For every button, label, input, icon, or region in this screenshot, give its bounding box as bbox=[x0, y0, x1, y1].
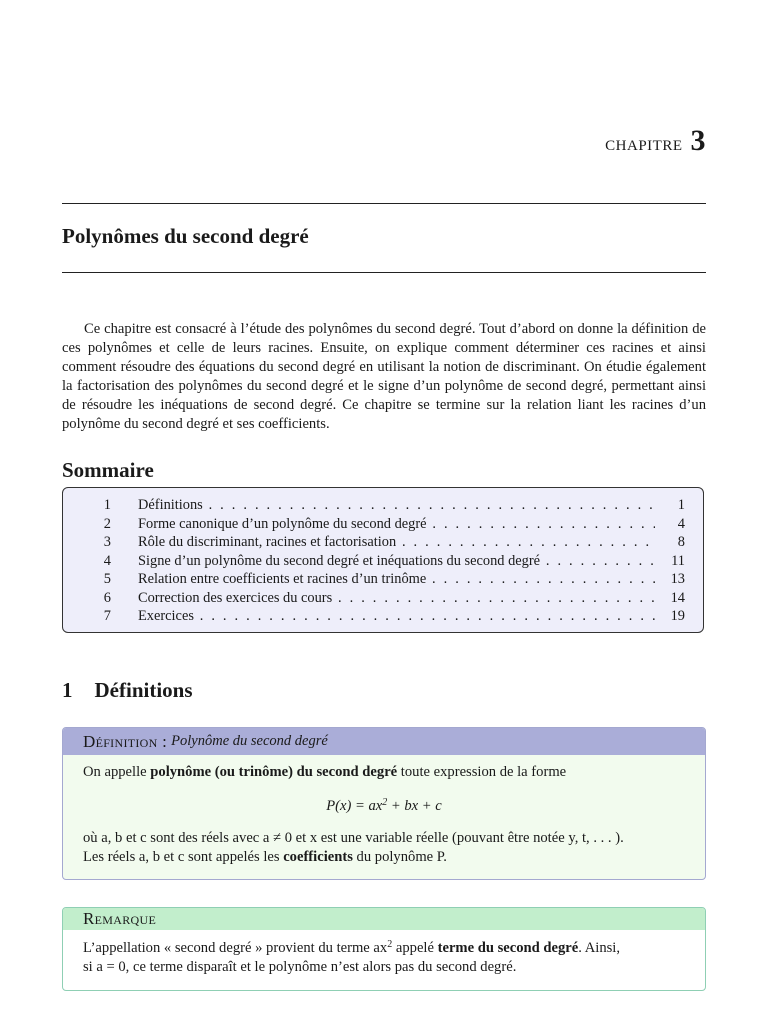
formula-lhs: P(x) = ax bbox=[326, 797, 383, 814]
toc-number: 2 bbox=[103, 515, 111, 532]
text: On appelle bbox=[83, 764, 151, 780]
toc-number: 3 bbox=[103, 534, 111, 550]
chapter-number: 3 bbox=[690, 124, 706, 157]
toc-entry[interactable] bbox=[63, 589, 703, 607]
toc-entry[interactable] bbox=[63, 515, 703, 533]
exponent: 2 bbox=[387, 939, 393, 950]
definition-box bbox=[62, 727, 706, 880]
definition-body bbox=[63, 755, 705, 866]
text: toute expression de la forme bbox=[397, 764, 567, 780]
remark-header: Remarque bbox=[63, 908, 705, 930]
toc-page: 8 bbox=[655, 533, 685, 551]
section-title: Définitions bbox=[94, 678, 193, 702]
bottom-rule bbox=[62, 272, 706, 273]
definition-line-3 bbox=[83, 848, 685, 867]
toc-number: 7 bbox=[103, 608, 111, 624]
toc-title: Correction des exercices du cours . . . bbox=[138, 589, 668, 607]
remark-line-1 bbox=[83, 939, 685, 958]
text: Les réels a, b et c sont appelés les bbox=[83, 848, 284, 865]
toc-entry[interactable] bbox=[63, 533, 703, 551]
toc-page: 13 bbox=[655, 570, 685, 588]
text: L’appellation « second degré » provient du terme ax bbox=[83, 940, 388, 956]
bold-term: polynôme (ou trinôme) du second degré bbox=[150, 764, 398, 780]
text: . Ainsi, bbox=[578, 940, 621, 956]
toc-entry[interactable] bbox=[63, 570, 703, 588]
toc-title: Forme canonique d’un polynôme du second degré . . . bbox=[138, 515, 668, 533]
section-number: 1 bbox=[62, 678, 73, 702]
bold-term: coefficients bbox=[283, 848, 353, 865]
toc-title: Rôle du discriminant, racines et factorisation . . . bbox=[138, 533, 668, 551]
definition-formula bbox=[83, 797, 685, 816]
table-of-contents bbox=[62, 487, 704, 633]
chapter-title: Polynômes du second degré bbox=[62, 224, 309, 248]
definition-subtitle: Polynôme du second degré bbox=[171, 733, 328, 749]
top-rule bbox=[62, 203, 706, 204]
toc-page: 14 bbox=[655, 589, 685, 607]
toc-page: 19 bbox=[655, 607, 685, 625]
intro-paragraph: Ce chapitre est consacré à l’étude des polynômes du second degré. Tout d’abord on donne la définition de ces polynômes et celle de leurs racines. Ensuite, on explique comment déterminer ces racines et ainsi comment résoudre des équations du second degré en utilisant la notion de discriminant. On étudie également la factorisation des polynômes du second degré et le signe d’un polynôme de second degré, permettant ainsi de résoudre les inéquations de second degré. Ce chapitre se termine sur la relation liant les racines d’un polynôme du second degré et ses coefficients. bbox=[62, 321, 706, 432]
chapter-heading bbox=[605, 124, 706, 158]
toc-title: Définitions . . . bbox=[138, 496, 668, 514]
bold-term: terme du second degré bbox=[437, 940, 579, 956]
toc-page: 11 bbox=[655, 552, 685, 570]
summary-title: Sommaire bbox=[62, 458, 154, 482]
toc-number: 5 bbox=[103, 571, 111, 587]
definition-label: Définition : bbox=[83, 731, 168, 751]
remark-line-2: si a = 0, ce terme disparaît et le polynôme n’est alors pas du second degré. bbox=[83, 958, 517, 975]
definition-line-2: où a, b et c sont des réels avec a ≠ 0 et x est une variable réelle (pouvant être notée y, t, . . . ). bbox=[83, 830, 624, 846]
toc-page: 1 bbox=[655, 496, 685, 514]
definition-line-1 bbox=[83, 763, 685, 782]
chapter-label: chapitre bbox=[605, 130, 683, 155]
toc-title: Exercices . . . bbox=[138, 607, 668, 625]
toc-page: 4 bbox=[655, 515, 685, 533]
remark-body bbox=[63, 930, 705, 976]
toc-number: 4 bbox=[103, 552, 111, 569]
formula-exponent: 2 bbox=[382, 796, 388, 808]
toc-number: 6 bbox=[103, 589, 111, 606]
definition-header bbox=[63, 728, 705, 755]
toc-number: 1 bbox=[103, 497, 111, 513]
toc-title: Relation entre coefficients et racines d’un trinôme . . . bbox=[138, 570, 668, 588]
formula-rhs: + bx + c bbox=[387, 797, 442, 814]
toc-entry[interactable] bbox=[63, 496, 703, 514]
text: appelé bbox=[392, 940, 438, 956]
text: du polynôme P. bbox=[352, 848, 447, 865]
remark-box bbox=[62, 907, 706, 991]
toc-title: Signe d’un polynôme du second degré et inéquations du second degré . . . bbox=[138, 552, 668, 570]
toc-entry[interactable] bbox=[63, 552, 703, 570]
toc-entry[interactable] bbox=[63, 607, 703, 625]
section-heading bbox=[62, 678, 193, 703]
